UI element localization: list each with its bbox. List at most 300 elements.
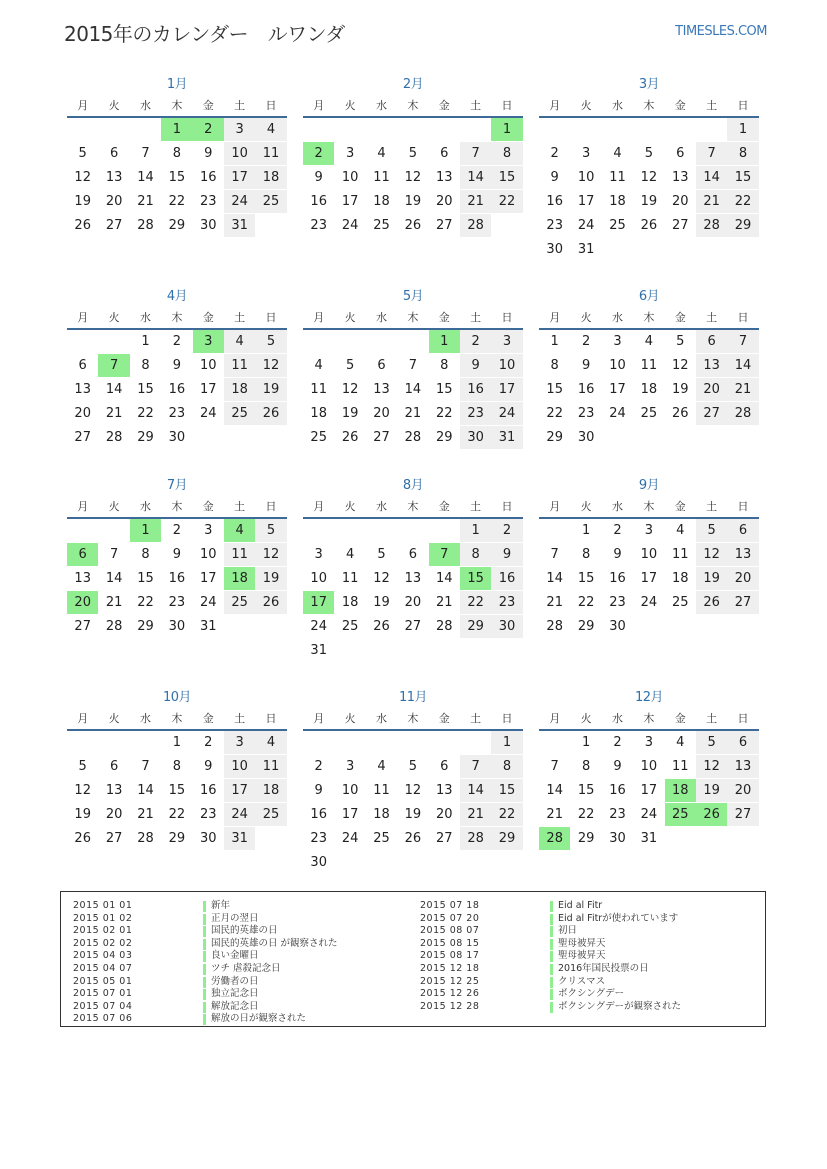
weekday-label: 土 (470, 712, 482, 725)
day-cell: 7 (460, 142, 491, 165)
week-row (539, 827, 759, 851)
day-cell: 4 (314, 358, 323, 373)
day-cell: 16 (310, 807, 327, 822)
day-cell: 10 (491, 354, 522, 377)
day-cell: 19 (74, 194, 91, 209)
day-cell: 13 (727, 755, 758, 778)
week-row (539, 543, 759, 567)
weekday-label: 土 (234, 500, 246, 513)
empty-cell (98, 118, 129, 141)
month-name: 10月 (162, 690, 192, 705)
day-cell: 26 (640, 218, 658, 233)
weekday-label: 火 (580, 99, 592, 112)
day-cell: 18 (341, 595, 359, 610)
month-name: 12月 (634, 690, 664, 705)
day-cell: 2 (550, 146, 559, 161)
day-cell: 19 (640, 194, 658, 209)
weekday-label: 火 (344, 311, 356, 324)
empty-cell (67, 330, 98, 353)
day-cell: 26 (255, 591, 286, 614)
weekday-header (539, 96, 759, 118)
weekday-label: 土 (234, 311, 246, 324)
day-cell: 13 (74, 571, 91, 586)
day-cell: 15 (491, 166, 522, 189)
day-cell: 30 (199, 831, 217, 846)
day-cell: 5 (408, 146, 417, 161)
week-row (303, 591, 523, 615)
holiday-name: 国民的英雄の日 が観察された (211, 937, 338, 949)
day-cell: 16 (199, 783, 217, 798)
day-cell: 17 (640, 783, 658, 798)
day-cell: 12 (640, 170, 658, 185)
day-cell: 16 (609, 783, 626, 798)
day-cell: 2 (314, 759, 323, 774)
day-cell: 30 (460, 426, 491, 449)
day-cell: 9 (314, 783, 323, 798)
week-row (539, 591, 759, 615)
week-row (539, 214, 759, 238)
day-cell: 21 (137, 194, 154, 209)
day-cell: 10 (341, 783, 359, 798)
day-cell: 24 (609, 406, 626, 421)
holiday-row (73, 925, 338, 938)
day-cell: 27 (435, 218, 453, 233)
empty-cell (727, 827, 758, 850)
day-cell: 11 (310, 382, 327, 397)
empty-cell (397, 731, 428, 754)
week-row (67, 567, 287, 591)
month-block (67, 74, 287, 238)
empty-cell (67, 118, 98, 141)
day-cell: 9 (460, 354, 491, 377)
day-cell: 18 (310, 406, 327, 421)
week-row (303, 803, 523, 827)
holiday-row (420, 925, 681, 938)
day-cell: 23 (310, 831, 327, 846)
day-cell: 18 (609, 194, 626, 209)
empty-cell (303, 519, 334, 542)
week-row (303, 402, 523, 426)
empty-cell (539, 519, 570, 542)
week-row (303, 639, 523, 663)
weekday-label: 土 (706, 99, 718, 112)
day-cell: 13 (727, 543, 758, 566)
day-cell: 3 (204, 523, 213, 538)
day-cell: 15 (168, 170, 186, 185)
holiday-name: 良い金曜日 (211, 950, 259, 962)
week-row (539, 118, 759, 142)
empty-cell (397, 118, 428, 141)
day-cell: 9 (204, 759, 213, 774)
week-row (67, 166, 287, 190)
weekday-header (539, 709, 759, 731)
day-cell: 22 (491, 190, 522, 213)
day-cell: 12 (404, 783, 422, 798)
holiday-marker (203, 951, 206, 962)
month-block (303, 475, 523, 663)
holiday-marker (550, 914, 553, 925)
week-row (303, 426, 523, 450)
day-cell: 24 (577, 218, 595, 233)
day-cell: 31 (224, 214, 255, 237)
week-row (539, 803, 759, 827)
empty-cell (98, 330, 129, 353)
day-cell: 5 (696, 731, 727, 754)
day-cell: 5 (255, 519, 286, 542)
day-cell: 28 (696, 214, 727, 237)
day-cell: 15 (577, 783, 595, 798)
day-cell: 25 (671, 595, 689, 610)
holiday-marker (550, 1002, 553, 1013)
weekday-label: 月 (313, 500, 325, 513)
day-cell: 1 (141, 334, 150, 349)
weekday-label: 木 (407, 311, 419, 324)
holiday-name: 国民的英雄の日 (211, 925, 278, 937)
day-cell: 7 (550, 759, 559, 774)
week-row (67, 803, 287, 827)
holiday-list (60, 891, 766, 1027)
day-cell: 8 (460, 543, 491, 566)
day-cell: 17 (577, 194, 595, 209)
empty-cell (98, 519, 129, 542)
week-row (303, 567, 523, 591)
empty-cell (696, 118, 727, 141)
day-cell: 8 (581, 759, 591, 774)
weekday-label: 金 (202, 311, 214, 324)
day-cell: 8 (172, 146, 181, 161)
weekday-label: 金 (202, 99, 214, 112)
weekday-label: 火 (108, 99, 120, 112)
day-cell: 30 (609, 619, 626, 634)
day-cell: 3 (581, 146, 591, 161)
weekday-header (303, 308, 523, 330)
holiday-row (420, 1001, 681, 1014)
weekday-label: 日 (265, 500, 277, 513)
week-row (67, 543, 287, 567)
weekday-label: 水 (611, 712, 623, 725)
weekday-label: 水 (375, 311, 387, 324)
day-cell: 17 (199, 382, 217, 397)
day-cell: 14 (105, 571, 123, 586)
day-cell: 17 (303, 591, 334, 614)
weekday-label: 火 (580, 712, 592, 725)
week-row (539, 402, 759, 426)
empty-cell (224, 426, 255, 449)
weekday-label: 水 (611, 500, 623, 513)
day-cell: 12 (74, 170, 91, 185)
holiday-marker (550, 901, 553, 912)
day-cell: 24 (640, 595, 658, 610)
week-row (539, 378, 759, 402)
day-cell: 21 (435, 595, 453, 610)
day-cell: 27 (671, 218, 689, 233)
weekday-label: 金 (438, 99, 450, 112)
weekday-label: 水 (375, 712, 387, 725)
day-cell: 26 (696, 803, 727, 826)
day-cell: 1 (161, 118, 192, 141)
day-cell: 13 (404, 571, 422, 586)
week-row (303, 330, 523, 354)
empty-cell (397, 330, 428, 353)
holiday-row (420, 950, 681, 963)
day-cell: 4 (224, 519, 255, 542)
empty-cell (696, 238, 727, 261)
day-cell: 6 (109, 146, 119, 161)
day-cell: 31 (640, 831, 658, 846)
day-cell: 28 (727, 402, 758, 425)
empty-cell (460, 118, 491, 141)
week-row (303, 779, 523, 803)
day-cell: 6 (440, 759, 449, 774)
weekday-label: 水 (139, 311, 151, 324)
day-cell: 11 (609, 170, 626, 185)
day-cell: 1 (727, 118, 758, 141)
holiday-name: クリスマス (558, 975, 606, 987)
empty-cell (366, 639, 397, 662)
week-row (539, 731, 759, 755)
week-row (67, 426, 287, 450)
month-block (539, 475, 759, 639)
day-cell: 10 (199, 358, 217, 373)
week-row (303, 615, 523, 639)
weekday-header (67, 497, 287, 519)
day-cell: 25 (310, 430, 327, 445)
holiday-name: ボクシングデー (558, 988, 625, 1000)
empty-cell (366, 330, 397, 353)
day-cell: 11 (341, 571, 359, 586)
week-row (67, 615, 287, 639)
week-row (303, 214, 523, 238)
weekday-label: 金 (438, 311, 450, 324)
day-cell: 8 (727, 142, 758, 165)
weekday-label: 土 (706, 500, 718, 513)
day-cell: 30 (310, 855, 327, 870)
day-cell: 25 (341, 619, 359, 634)
month-name: 1月 (166, 77, 188, 92)
week-row (67, 755, 287, 779)
day-cell: 23 (168, 406, 186, 421)
holiday-row (73, 1013, 338, 1026)
day-cell: 26 (255, 402, 286, 425)
day-cell: 11 (671, 759, 689, 774)
holiday-name: ボクシングデーが観察された (558, 1000, 682, 1012)
day-cell: 19 (404, 194, 422, 209)
empty-cell (602, 238, 633, 261)
day-cell: 14 (105, 382, 123, 397)
holiday-row (73, 938, 338, 951)
week-row (67, 330, 287, 354)
day-cell: 30 (491, 615, 522, 638)
day-cell: 7 (696, 142, 727, 165)
weekday-label: 土 (234, 99, 246, 112)
day-cell: 4 (676, 735, 685, 750)
day-cell: 3 (613, 334, 622, 349)
day-cell: 24 (491, 402, 522, 425)
day-cell: 1 (130, 519, 161, 542)
holiday-name: 労働者の日 (211, 975, 259, 987)
day-cell: 20 (435, 194, 453, 209)
day-cell: 19 (696, 567, 727, 590)
day-cell: 25 (665, 803, 696, 826)
week-row (303, 543, 523, 567)
holiday-date: 2015 12 25 (420, 975, 480, 987)
day-cell: 2 (172, 334, 181, 349)
day-cell: 18 (665, 779, 696, 802)
weekday-label: 月 (549, 712, 561, 725)
day-cell: 21 (546, 807, 563, 822)
empty-cell (633, 615, 664, 638)
day-cell: 29 (168, 218, 186, 233)
day-cell: 28 (105, 619, 123, 634)
day-cell: 16 (168, 382, 186, 397)
weekday-label: 金 (438, 712, 450, 725)
day-cell: 5 (676, 334, 685, 349)
day-cell: 11 (640, 358, 658, 373)
day-cell: 30 (168, 619, 186, 634)
day-cell: 29 (137, 430, 154, 445)
day-cell: 21 (105, 406, 123, 421)
day-cell: 8 (141, 358, 150, 373)
day-cell: 13 (105, 783, 123, 798)
week-row (539, 567, 759, 591)
weekday-label: 水 (375, 99, 387, 112)
day-cell: 5 (408, 759, 417, 774)
weekday-label: 金 (438, 500, 450, 513)
day-cell: 12 (74, 783, 91, 798)
weekday-label: 火 (580, 500, 592, 513)
day-cell: 11 (255, 142, 286, 165)
day-cell: 12 (404, 170, 422, 185)
empty-cell (665, 827, 696, 850)
day-cell: 21 (137, 807, 154, 822)
day-cell: 24 (640, 807, 658, 822)
day-cell: 14 (137, 170, 154, 185)
day-cell: 17 (199, 571, 217, 586)
day-cell: 5 (377, 547, 386, 562)
day-cell: 19 (696, 779, 727, 802)
day-cell: 28 (546, 619, 563, 634)
day-cell: 13 (105, 170, 123, 185)
weekday-label: 木 (407, 500, 419, 513)
weekday-label: 火 (108, 311, 120, 324)
empty-cell (665, 118, 696, 141)
weekday-label: 木 (171, 99, 183, 112)
weekday-label: 火 (580, 311, 592, 324)
empty-cell (602, 118, 633, 141)
day-cell: 5 (644, 146, 653, 161)
day-cell: 20 (105, 194, 123, 209)
day-cell: 18 (224, 378, 255, 401)
day-cell: 25 (224, 591, 255, 614)
holiday-marker (550, 964, 553, 975)
weekday-label: 金 (674, 500, 686, 513)
day-cell: 5 (78, 759, 87, 774)
week-row (303, 827, 523, 851)
day-cell: 5 (345, 358, 355, 373)
weekday-header (303, 497, 523, 519)
weekday-label: 金 (674, 712, 686, 725)
day-cell: 26 (671, 406, 689, 421)
week-row (303, 166, 523, 190)
weekday-label: 土 (470, 99, 482, 112)
day-cell: 27 (727, 803, 758, 826)
weekday-label: 金 (674, 311, 686, 324)
holiday-marker (203, 939, 206, 950)
day-cell: 9 (314, 170, 323, 185)
day-cell: 2 (193, 118, 224, 141)
weekday-header (539, 497, 759, 519)
day-cell: 29 (491, 827, 522, 850)
weekday-label: 火 (344, 500, 356, 513)
week-row (539, 779, 759, 803)
day-cell: 27 (105, 831, 123, 846)
day-cell: 30 (577, 430, 595, 445)
weekday-label: 金 (202, 500, 214, 513)
day-cell: 3 (314, 547, 323, 562)
week-row (303, 519, 523, 543)
day-cell: 20 (105, 807, 123, 822)
day-cell: 13 (671, 170, 689, 185)
holiday-date: 2015 12 18 (420, 962, 480, 974)
weekday-label: 木 (407, 712, 419, 725)
holiday-row (73, 913, 338, 926)
day-cell: 22 (460, 591, 491, 614)
day-cell: 4 (377, 759, 386, 774)
holiday-date: 2015 12 26 (420, 988, 480, 1000)
weekday-label: 火 (108, 712, 120, 725)
weekday-label: 水 (611, 311, 623, 324)
holiday-date: 2015 01 01 (73, 900, 133, 911)
weekday-label: 木 (643, 712, 655, 725)
holiday-date: 2015 07 06 (73, 1013, 133, 1025)
day-cell: 2 (172, 523, 181, 538)
empty-cell (98, 731, 129, 754)
day-cell: 22 (168, 807, 186, 822)
day-cell: 4 (224, 330, 255, 353)
day-cell: 20 (373, 406, 390, 421)
week-row (67, 378, 287, 402)
day-cell: 16 (546, 194, 563, 209)
holiday-marker (203, 964, 206, 975)
holiday-row (420, 938, 681, 951)
week-row (539, 354, 759, 378)
week-row (539, 166, 759, 190)
week-row (67, 827, 287, 851)
day-cell: 22 (435, 406, 453, 421)
empty-cell (727, 615, 758, 638)
weekday-label: 土 (470, 311, 482, 324)
day-cell: 16 (460, 378, 491, 401)
day-cell: 18 (255, 166, 286, 189)
day-cell: 9 (172, 358, 181, 373)
empty-cell (539, 731, 570, 754)
day-cell: 28 (539, 827, 570, 850)
day-cell: 29 (137, 619, 154, 634)
holiday-date: 2015 07 04 (73, 1000, 133, 1012)
day-cell: 7 (460, 755, 491, 778)
weekday-label: 日 (737, 500, 749, 513)
month-block (539, 286, 759, 450)
empty-cell (696, 426, 727, 449)
site-link[interactable]: TIMESLES.COM (675, 24, 767, 39)
weekday-header (67, 308, 287, 330)
day-cell: 1 (491, 118, 522, 141)
holiday-name: 独立記念日 (211, 988, 259, 1000)
day-cell: 24 (224, 190, 255, 213)
day-cell: 7 (429, 543, 460, 566)
day-cell: 10 (640, 547, 658, 562)
weekday-header (67, 96, 287, 118)
